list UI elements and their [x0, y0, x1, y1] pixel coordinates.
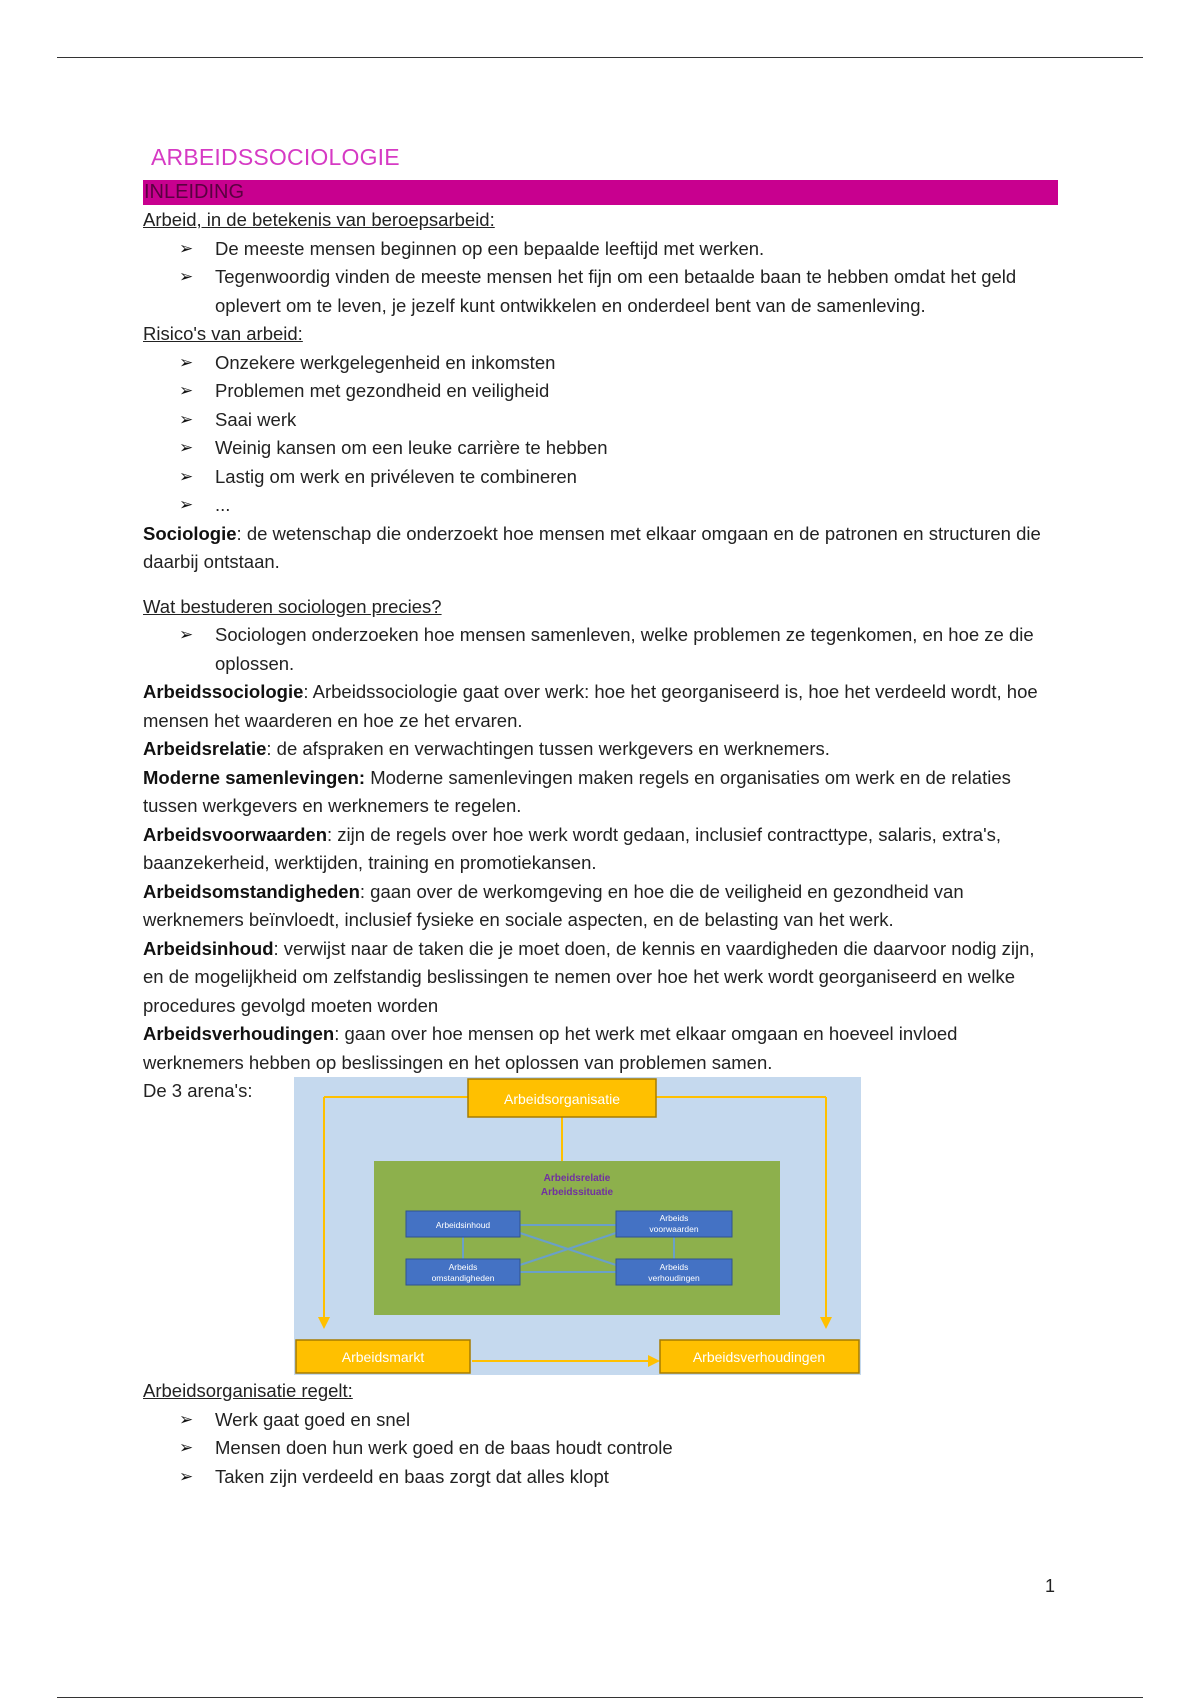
definition-text: : Arbeidssociologie gaat over werk: hoe het georganiseerd is, hoe het verdeeld wordt, hoe mensen het waarderen en hoe ze het ervaren.	[143, 681, 1038, 731]
section-heading-inleiding: INLEIDING	[143, 180, 1058, 205]
organisatie-list	[143, 1406, 1058, 1492]
arenas-diagram	[294, 1077, 861, 1375]
list-item: ➢ Mensen doen hun werk goed en de baas houdt controle	[215, 1434, 1058, 1463]
list-item: ➢ Tegenwoordig vinden de meeste mensen het fijn om een betaalde baan te hebben omdat het geld oplevert om te leven, je jezelf kunt ontwikkelen en onderdeel bent van de samenleving.	[215, 263, 1058, 320]
definition-arbeidsverhoudingen	[143, 1020, 1058, 1077]
box-label: Arbeids	[448, 1262, 478, 1272]
header-rule	[57, 57, 1143, 58]
list-item: ➢ Taken zijn verdeeld en baas zorgt dat alles klopt	[215, 1463, 1058, 1492]
arbeid-list	[143, 235, 1058, 321]
bestuderen-list	[143, 621, 1058, 678]
definition-moderne-samenlevingen	[143, 764, 1058, 821]
list-item: ➢ Weinig kansen om een leuke carrière te hebben	[215, 434, 1058, 463]
definition-term: Arbeidssociologie	[143, 681, 304, 702]
list-item: ➢ Saai werk	[215, 406, 1058, 435]
box-label: Arbeids	[659, 1213, 689, 1223]
definition-term: Sociologie	[143, 522, 237, 544]
bestuderen-heading: Wat bestuderen sociologen precies?	[143, 595, 442, 617]
page-number: 1	[1045, 1576, 1056, 1596]
definition-term: Moderne samenlevingen:	[143, 766, 366, 788]
list-item: ➢ De meeste mensen beginnen op een bepaalde leeftijd met werken.	[215, 235, 1058, 264]
risicos-heading: Risico's van arbeid:	[143, 323, 303, 344]
page-title: ARBEIDSSOCIOLOGIE	[151, 144, 400, 170]
definition-text: : gaan over hoe mensen op het werk met elkaar omgaan en hoeveel invloed werknemers hebben op beslissingen en het oplossen van problemen samen.	[143, 1023, 958, 1073]
list-item: ➢ Problemen met gezondheid en veiligheid	[215, 377, 1058, 406]
list-item: ➢ Werk gaat goed en snel	[215, 1406, 1058, 1435]
list-item: ➢ Lastig om werk en privéleven te combineren	[215, 463, 1058, 492]
definition-arbeidsomstandigheden	[143, 878, 1058, 935]
center-label-1: Arbeidsrelatie	[543, 1173, 611, 1184]
box-label: omstandigheden	[431, 1273, 495, 1283]
footer-rule	[57, 1697, 1143, 1698]
arenas-label: De 3 arena's:	[143, 1080, 253, 1101]
definition-text: : verwijst naar de taken die je moet doen, de kennis en vaardigheden die daarvoor nodig zijn, en de mogelijkheid om zelfstandig beslissingen te nemen over hoe het werk wordt georganiseerd en welke procedures gevolgd moeten worden	[143, 937, 1035, 1016]
box-label: Arbeidsmarkt	[341, 1349, 425, 1365]
definition-arbeidssociologie	[143, 678, 1058, 735]
box-label: Arbeidsorganisatie	[504, 1091, 620, 1107]
arenas-section	[143, 1077, 1058, 1377]
document-body	[143, 140, 1058, 1491]
center-label-2: Arbeidssituatie	[540, 1187, 614, 1198]
definition-text: : de afspraken en verwachtingen tussen werkgevers en werknemers.	[266, 738, 830, 759]
arbeid-heading: Arbeid, in de betekenis van beroepsarbeid:	[143, 209, 495, 230]
definition-term: Arbeidsverhoudingen	[143, 1023, 335, 1044]
box-label: Arbeids	[659, 1262, 689, 1272]
definition-arbeidsrelatie	[143, 735, 1058, 764]
box-label: Arbeidsverhoudingen	[692, 1349, 826, 1365]
box-label: verhoudingen	[648, 1273, 700, 1283]
definition-text: : gaan over de werkomgeving en hoe die de veiligheid en gezondheid van werknemers beïnvloedt, inclusief fysieke en sociale aspecten, en de belasting van het werk.	[143, 880, 964, 930]
definition-arbeidsvoorwaarden	[143, 821, 1058, 878]
definition-text: : zijn de regels over hoe werk wordt gedaan, inclusief contracttype, salaris, extra's, baanzekerheid, werktijden, training en promotiekansen.	[143, 823, 1001, 873]
definition-sociologie	[143, 520, 1058, 577]
organisatie-heading: Arbeidsorganisatie regelt:	[143, 1380, 353, 1401]
list-item: ➢ Sociologen onderzoeken hoe mensen samenleven, welke problemen ze tegenkomen, en hoe ze die oplossen.	[215, 621, 1058, 678]
list-item: ➢ Onzekere werkgelegenheid en inkomsten	[215, 349, 1058, 378]
box-label: Arbeidsinhoud	[435, 1220, 491, 1230]
box-label: voorwaarden	[649, 1224, 699, 1234]
list-item: ➢ ...	[215, 491, 1058, 520]
definition-text: : de wetenschap die onderzoekt hoe mensen met elkaar omgaan en de patronen en structuren die daarbij ontstaan.	[143, 522, 1041, 572]
center-arbeidsrelatie	[374, 1161, 780, 1315]
definition-term: Arbeidsomstandigheden	[143, 880, 360, 902]
definition-text: Moderne samenlevingen maken regels en organisaties om werk en de relaties tussen werkgevers en werknemers te regelen.	[143, 766, 1011, 816]
definition-term: Arbeidsvoorwaarden	[143, 823, 328, 845]
risicos-list	[143, 349, 1058, 520]
definition-arbeidsinhoud	[143, 935, 1058, 1021]
definition-term: Arbeidsrelatie	[143, 738, 267, 759]
definition-term: Arbeidsinhoud	[143, 937, 274, 959]
